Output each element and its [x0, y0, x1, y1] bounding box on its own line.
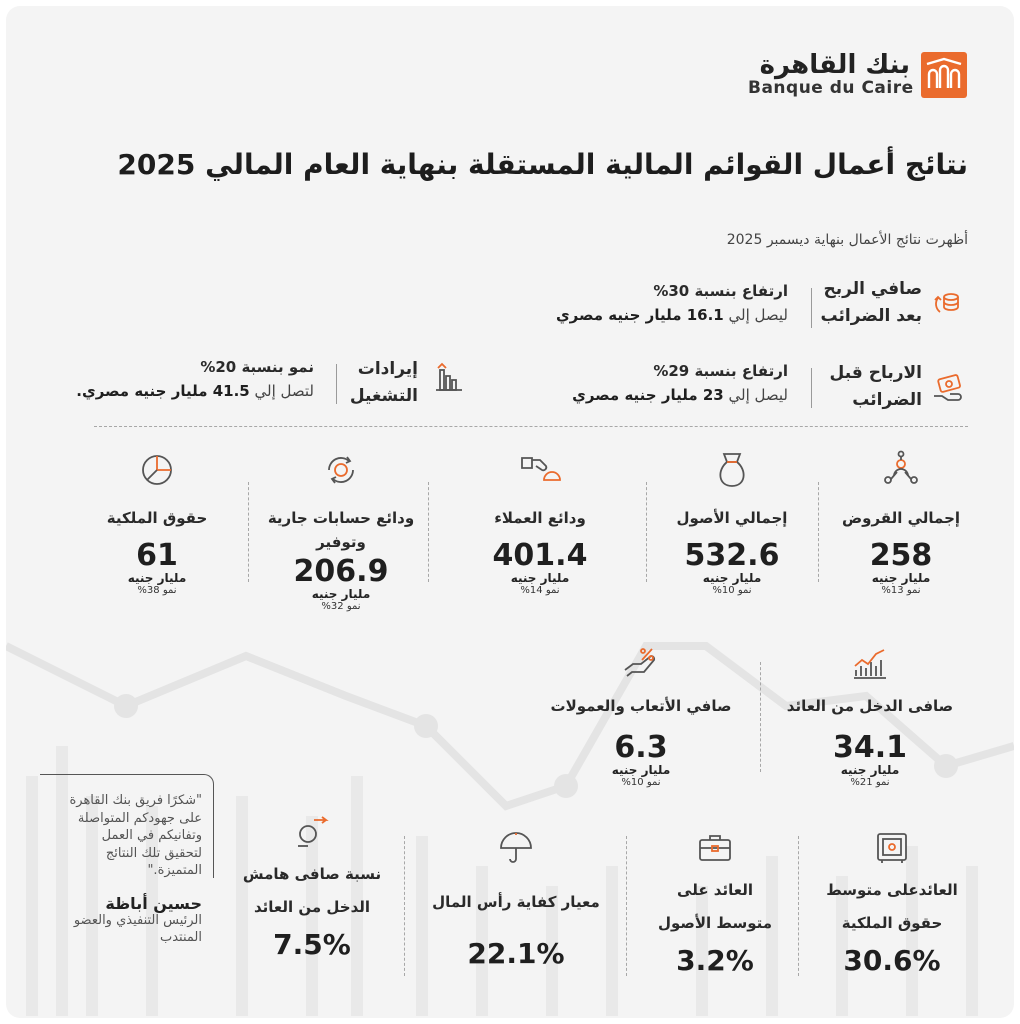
brand-name-french: Banque du Caire: [748, 78, 914, 98]
coin-cycle-icon: [260, 450, 422, 490]
divider: [336, 364, 337, 404]
brand-name-arabic: بنك القاهرة: [759, 50, 910, 80]
divider: [811, 368, 812, 408]
ceo-name: حسين أباظة: [105, 893, 202, 913]
coins-growth-icon: [930, 286, 964, 320]
people-network-icon: [826, 450, 976, 490]
operating-income-label: إيرادات التشغيل: [349, 359, 418, 407]
column-divider: [428, 482, 429, 582]
money-hand-icon: [930, 372, 966, 408]
column-divider: [646, 482, 647, 582]
divider: [811, 288, 812, 328]
page-title: نتائج أعمال القوائم المالية المستقلة بنهاية العام المالي 2025: [117, 148, 968, 181]
umbrella-icon: [414, 830, 618, 866]
kpi-equity: حقوق الملكية 61 مليار جنيه نمو 38%: [72, 450, 242, 597]
net-profit-label: صافي الربح بعد الضرائب: [820, 279, 922, 327]
ratio-return-on-equity: العائدعلى متوسط حقوق الملكية 30.6%: [806, 830, 978, 977]
ratio-net-interest-margin: نسبة صافى هامش الدخل من العائد 7.5%: [222, 814, 402, 961]
page-subtitle: أظهرت نتائج الأعمال بنهاية ديسمبر 2025: [726, 232, 968, 248]
column-divider: [760, 662, 761, 772]
infographic-page: [6, 6, 1014, 1018]
brand-logo-icon: [921, 52, 967, 98]
column-divider: [626, 836, 627, 976]
safe-icon: [806, 830, 978, 866]
line-chart-icon: [780, 646, 960, 682]
hand-percent-icon: [536, 646, 746, 682]
ceo-quote: "شكرًا فريق بنك القاهرة على جهودكم المتواصلة وتفانيكم في العمل لتحقيق تلك النتائج المتميزة." حسين أباظة الرئيس التنفيذي والعضو المنتدب: [32, 792, 202, 947]
ratio-return-on-assets: العائد على متوسط الأصول 3.2%: [634, 830, 796, 977]
ratio-capital-adequacy: معيار كفاية رأس المال 22.1%: [414, 830, 618, 970]
profit-before-tax-label: الارباح قبل الضرائب: [829, 363, 922, 411]
column-divider: [798, 836, 799, 976]
money-bag-icon: [652, 450, 812, 490]
pie-chart-icon: [72, 450, 242, 490]
profit-before-tax-detail: ارتفاع بنسبة 29% ليصل إلي 23 مليار جنيه مصري: [572, 362, 788, 404]
exchange-icon: [222, 814, 402, 850]
net-interest-income: صافى الدخل من العائد 34.1 مليار جنيه نمو 21%: [780, 646, 960, 789]
briefcase-icon: [634, 830, 796, 866]
hand-deposit-icon: [442, 450, 638, 490]
kpi-current-savings-deposits: ودائع حسابات جارية وتوفير 206.9 مليار جنيه نمو 32%: [260, 450, 422, 613]
bar-growth-icon: [432, 360, 466, 394]
kpi-total-loans: إجمالي القروض 258 مليار جنيه نمو 13%: [826, 450, 976, 597]
net-profit-detail: ارتفاع بنسبة 30% ليصل إلي 16.1 مليار جنيه مصري: [555, 282, 788, 324]
kpi-total-assets: إجمالي الأصول 532.6 مليار جنيه نمو 10%: [652, 450, 812, 597]
operating-income-detail: نمو بنسبة 20% لتصل إلي 41.5 مليار جنيه مصري.: [76, 358, 314, 400]
column-divider: [248, 482, 249, 582]
column-divider: [404, 836, 405, 976]
kpi-customer-deposits: ودائع العملاء 401.4 مليار جنيه نمو 14%: [442, 450, 638, 597]
section-separator: [94, 426, 968, 427]
column-divider: [818, 482, 819, 582]
net-fees-commissions: صافي الأتعاب والعمولات 6.3 مليار جنيه نمو 10%: [536, 646, 746, 789]
